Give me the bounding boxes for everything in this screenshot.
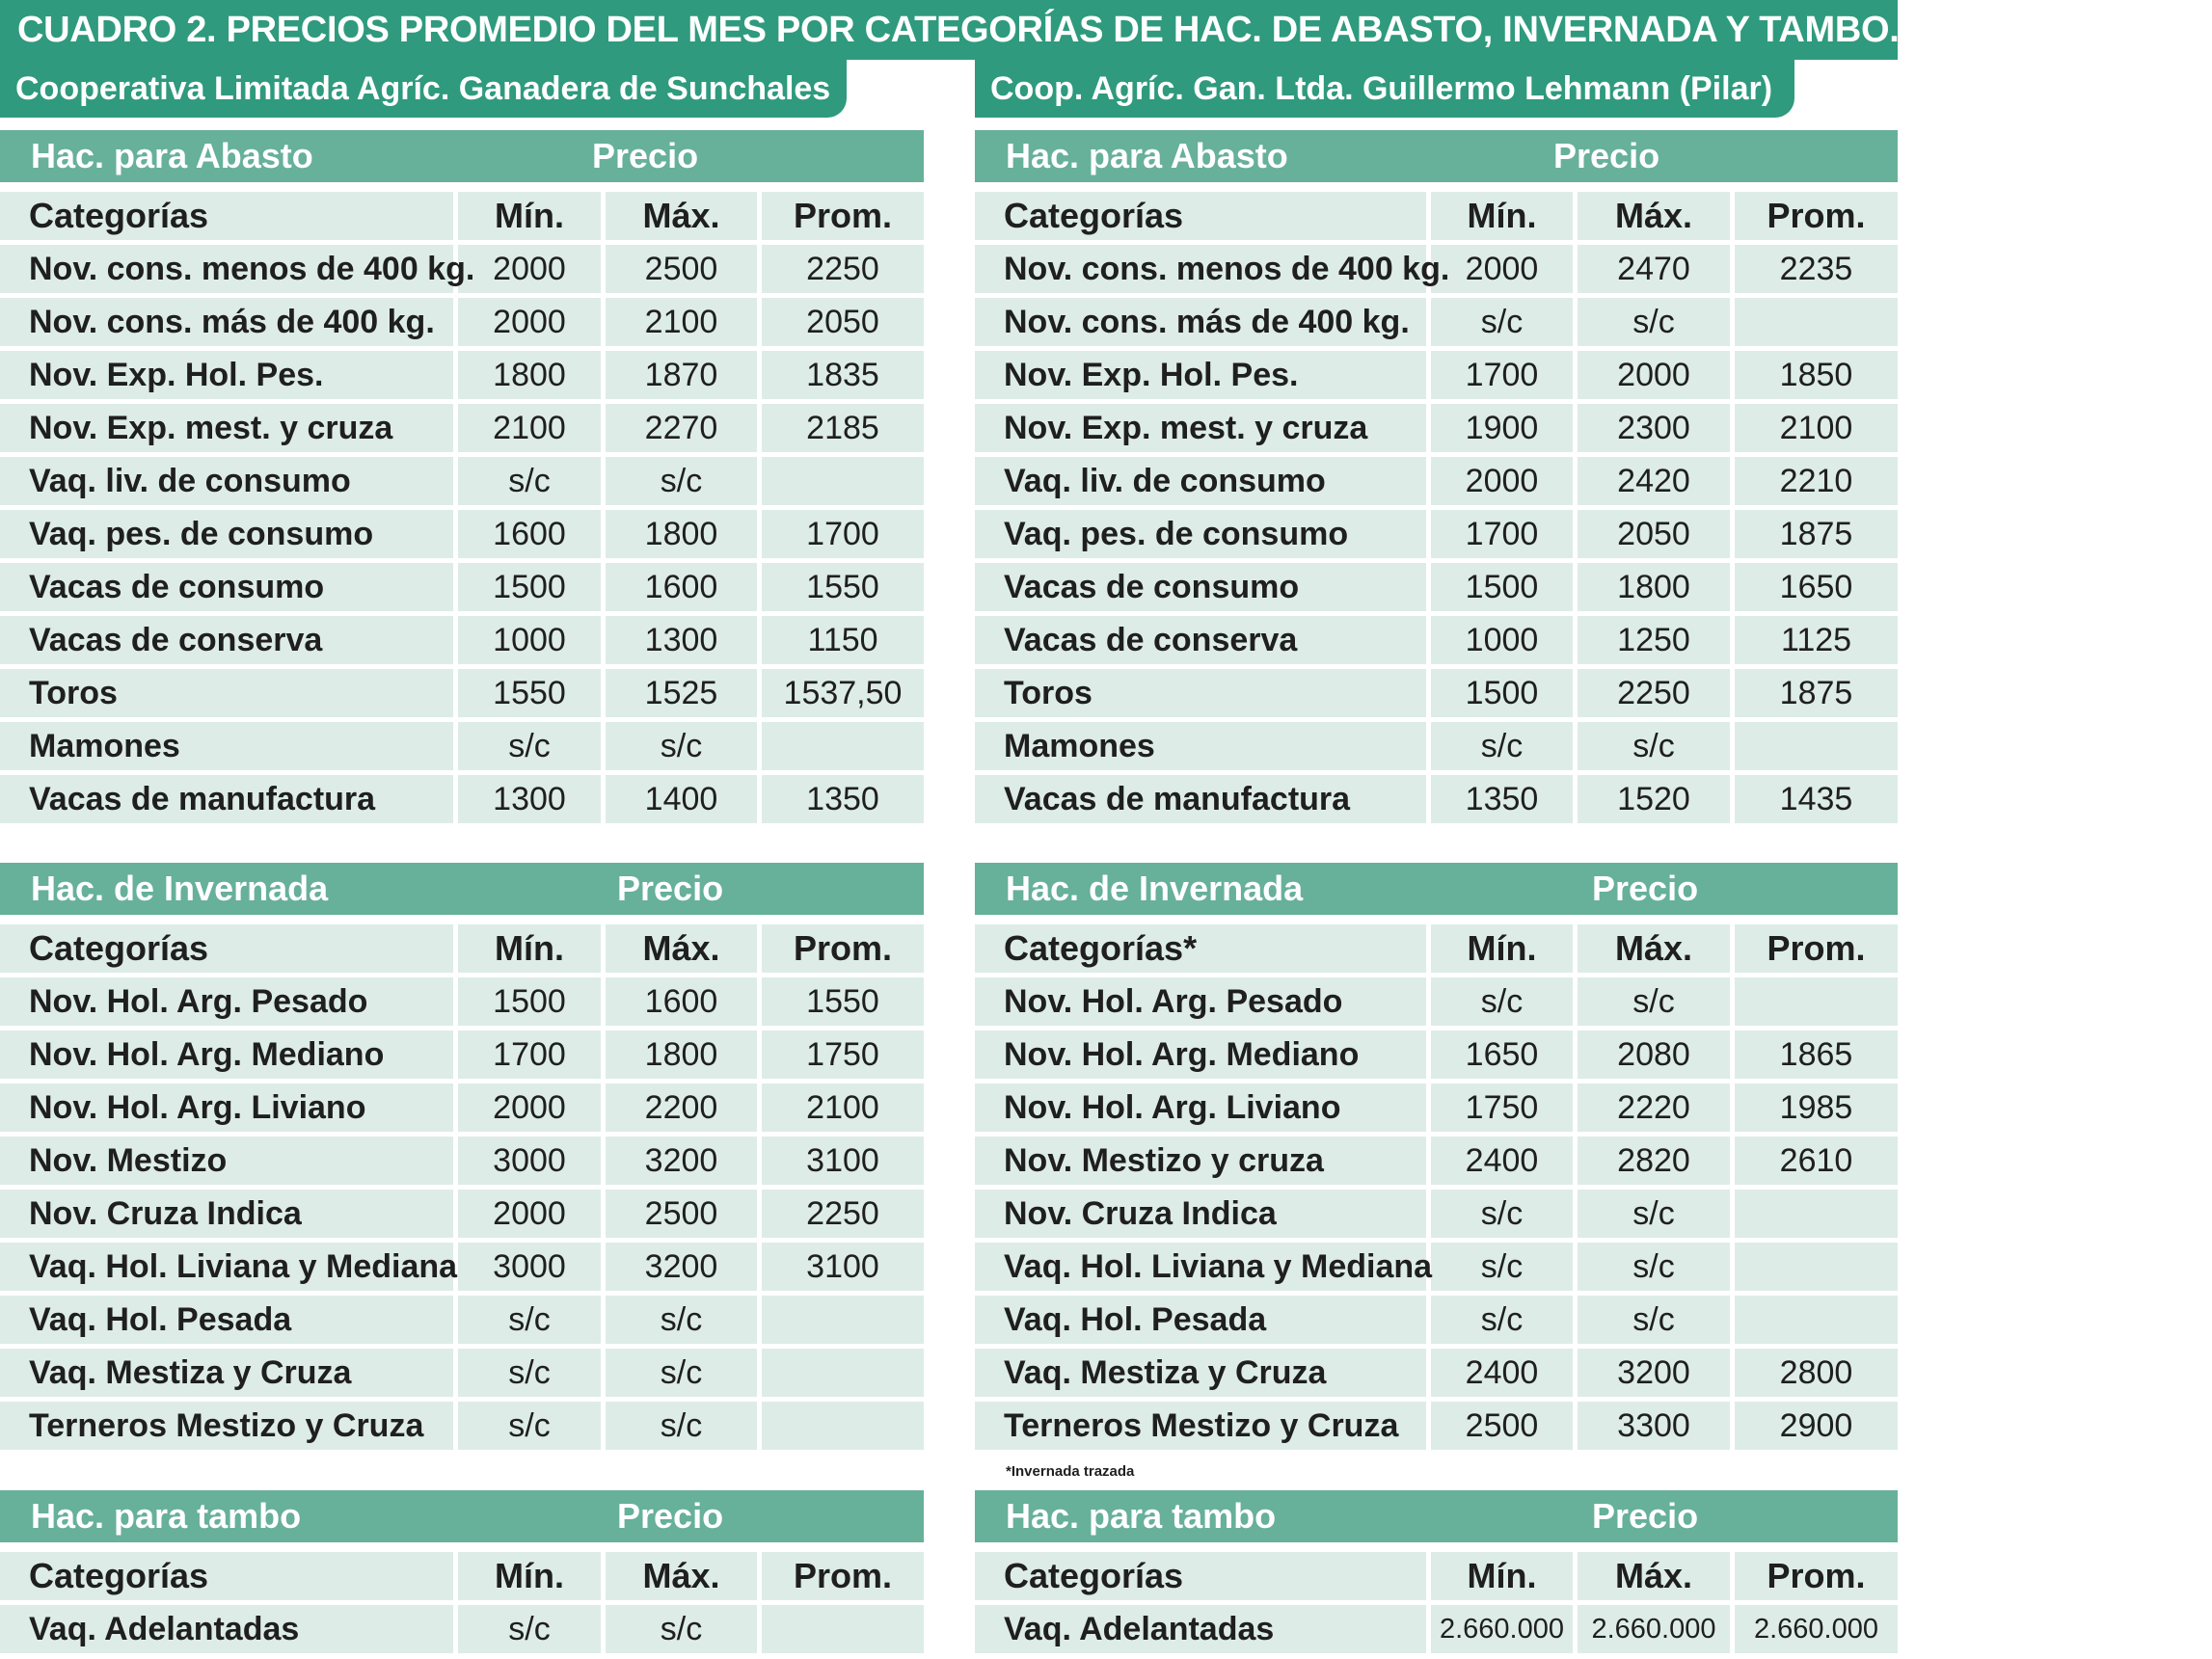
- col-header-categorias: Categorías: [0, 192, 453, 240]
- col-header-prom: Prom.: [1730, 192, 1898, 240]
- column-header-row: [975, 924, 1898, 973]
- precio-label: Precio: [1553, 136, 1660, 175]
- column-header-row: [0, 1552, 924, 1600]
- prom-cell: 2250: [757, 1190, 924, 1238]
- max-cell: 3300: [1573, 1402, 1730, 1450]
- table-row: [975, 722, 1898, 770]
- min-cell: 2.660.000: [1426, 1605, 1573, 1653]
- prom-cell: 2.660.000: [1730, 1605, 1898, 1653]
- table-row: [0, 298, 924, 346]
- max-cell: 2220: [1573, 1084, 1730, 1132]
- min-cell: 1500: [1426, 563, 1573, 611]
- category-cell: Toros: [975, 669, 1426, 717]
- prom-cell: [1730, 1296, 1898, 1344]
- category-cell: Nov. Cruza Indica: [0, 1190, 453, 1238]
- max-cell: 3200: [601, 1137, 757, 1185]
- precio-label: Precio: [617, 1496, 724, 1536]
- section-title: Hac. de Invernada: [1006, 869, 1304, 908]
- category-cell: Vaq. Adelantadas: [975, 1605, 1426, 1653]
- table-row: [975, 351, 1898, 399]
- max-cell: 1600: [601, 977, 757, 1026]
- prom-cell: 1850: [1730, 351, 1898, 399]
- max-cell: s/c: [601, 457, 757, 505]
- column-header-row: [975, 192, 1898, 240]
- section-title: Hac. para Abasto: [31, 136, 313, 175]
- col-header-categorias: Categorías: [0, 1552, 453, 1600]
- invernada-table: [975, 920, 1898, 1455]
- min-cell: 1350: [1426, 775, 1573, 823]
- section-title: Hac. de Invernada: [31, 869, 329, 908]
- max-cell: 1800: [601, 510, 757, 558]
- prom-cell: [757, 1349, 924, 1397]
- max-cell: 1800: [1573, 563, 1730, 611]
- column-header-row: [0, 192, 924, 240]
- prom-cell: 1550: [757, 977, 924, 1026]
- table-row: [975, 457, 1898, 505]
- section-title: Hac. para tambo: [31, 1496, 302, 1536]
- table-row: [0, 616, 924, 664]
- category-cell: Mamones: [0, 722, 453, 770]
- category-cell: Vaq. Hol. Liviana y Mediana: [975, 1243, 1426, 1291]
- max-cell: 2470: [1573, 245, 1730, 293]
- category-cell: Vaq. pes. de consumo: [0, 510, 453, 558]
- table-row: [975, 1402, 1898, 1450]
- col-header-min: Mín.: [1426, 1552, 1573, 1600]
- abasto-section-header: [975, 130, 1898, 182]
- min-cell: 2000: [453, 1190, 601, 1238]
- prom-cell: [1730, 1190, 1898, 1238]
- precio-label: Precio: [617, 869, 724, 908]
- min-cell: 2000: [453, 298, 601, 346]
- category-cell: Nov. Hol. Arg. Mediano: [975, 1030, 1426, 1079]
- max-cell: 1400: [601, 775, 757, 823]
- min-cell: 2000: [1426, 457, 1573, 505]
- abasto-table: [975, 187, 1898, 828]
- category-cell: Nov. Exp. mest. y cruza: [975, 404, 1426, 452]
- category-cell: Nov. Exp. Hol. Pes.: [975, 351, 1426, 399]
- min-cell: 1750: [1426, 1084, 1573, 1132]
- col-header-min: Mín.: [453, 192, 601, 240]
- table-row: [975, 510, 1898, 558]
- prom-cell: 1125: [1730, 616, 1898, 664]
- table-row: [0, 1137, 924, 1185]
- col-header-min: Mín.: [1426, 924, 1573, 973]
- tambo-table: [975, 1547, 1898, 1658]
- min-cell: s/c: [1426, 722, 1573, 770]
- min-cell: 3000: [453, 1243, 601, 1291]
- table-row: [975, 775, 1898, 823]
- invernada-section-header: [0, 863, 924, 915]
- max-cell: 1800: [601, 1030, 757, 1079]
- category-cell: Vaq. Mestiza y Cruza: [0, 1349, 453, 1397]
- category-cell: Nov. Mestizo: [0, 1137, 453, 1185]
- min-cell: 1000: [1426, 616, 1573, 664]
- prom-cell: [757, 1402, 924, 1450]
- col-header-min: Mín.: [1426, 192, 1573, 240]
- category-cell: Nov. cons. menos de 400 kg.: [975, 245, 1426, 293]
- table-row: [0, 245, 924, 293]
- table-row: [0, 669, 924, 717]
- prom-cell: 1875: [1730, 510, 1898, 558]
- table-row: [0, 510, 924, 558]
- min-cell: s/c: [1426, 1243, 1573, 1291]
- col-header-prom: Prom.: [1730, 924, 1898, 973]
- tambo-section-header: [0, 1490, 924, 1542]
- col-header-prom: Prom.: [757, 192, 924, 240]
- min-cell: s/c: [453, 1402, 601, 1450]
- prom-cell: 2210: [1730, 457, 1898, 505]
- table-row: [0, 351, 924, 399]
- table-row: [975, 298, 1898, 346]
- table-row: [975, 1190, 1898, 1238]
- table-row: [0, 722, 924, 770]
- min-cell: 1700: [1426, 510, 1573, 558]
- col-header-prom: Prom.: [757, 924, 924, 973]
- column-header-row: [0, 924, 924, 973]
- prom-cell: 2610: [1730, 1137, 1898, 1185]
- category-cell: Nov. Hol. Arg. Pesado: [0, 977, 453, 1026]
- min-cell: 1600: [453, 510, 601, 558]
- max-cell: 2300: [1573, 404, 1730, 452]
- max-cell: s/c: [601, 1349, 757, 1397]
- category-cell: Terneros Mestizo y Cruza: [0, 1402, 453, 1450]
- category-cell: Vaq. Hol. Liviana y Mediana: [0, 1243, 453, 1291]
- category-cell: Vacas de manufactura: [975, 775, 1426, 823]
- max-cell: 2500: [601, 1190, 757, 1238]
- table-row: [975, 1137, 1898, 1185]
- min-cell: 1550: [453, 669, 601, 717]
- max-cell: 2000: [1573, 351, 1730, 399]
- category-cell: Nov. cons. más de 400 kg.: [0, 298, 453, 346]
- table-row: [0, 563, 924, 611]
- table-row: [975, 563, 1898, 611]
- max-cell: 1300: [601, 616, 757, 664]
- table-row: [975, 616, 1898, 664]
- col-header-max: Máx.: [601, 924, 757, 973]
- prom-cell: 1150: [757, 616, 924, 664]
- min-cell: 2000: [453, 1084, 601, 1132]
- col-header-max: Máx.: [1573, 924, 1730, 973]
- prom-cell: 1875: [1730, 669, 1898, 717]
- table-row: [975, 404, 1898, 452]
- category-cell: Vaq. Adelantadas: [0, 1605, 453, 1653]
- min-cell: 1900: [1426, 404, 1573, 452]
- category-cell: Nov. Exp. Hol. Pes.: [0, 351, 453, 399]
- prom-cell: [1730, 722, 1898, 770]
- prom-cell: 1865: [1730, 1030, 1898, 1079]
- table-row: [975, 977, 1898, 1026]
- max-cell: 2080: [1573, 1030, 1730, 1079]
- col-header-prom: Prom.: [757, 1552, 924, 1600]
- max-cell: s/c: [1573, 1296, 1730, 1344]
- prom-cell: [757, 722, 924, 770]
- tambo-section-header: [975, 1490, 1898, 1542]
- max-cell: 3200: [1573, 1349, 1730, 1397]
- category-cell: Vaq. liv. de consumo: [0, 457, 453, 505]
- precio-label: Precio: [1592, 1496, 1699, 1536]
- prom-cell: 2100: [1730, 404, 1898, 452]
- table-row: [0, 775, 924, 823]
- abasto-table: [0, 187, 924, 828]
- max-cell: 1870: [601, 351, 757, 399]
- table-row: [0, 1402, 924, 1450]
- min-cell: s/c: [453, 722, 601, 770]
- min-cell: s/c: [453, 1349, 601, 1397]
- prom-cell: 1550: [757, 563, 924, 611]
- category-cell: Nov. Hol. Arg. Pesado: [975, 977, 1426, 1026]
- category-cell: Vaq. Mestiza y Cruza: [975, 1349, 1426, 1397]
- table-row: [0, 1349, 924, 1397]
- category-cell: Terneros Mestizo y Cruza: [975, 1402, 1426, 1450]
- max-cell: s/c: [1573, 1243, 1730, 1291]
- category-cell: Nov. Hol. Arg. Liviano: [975, 1084, 1426, 1132]
- max-cell: 2820: [1573, 1137, 1730, 1185]
- category-cell: Nov. Hol. Arg. Liviano: [0, 1084, 453, 1132]
- prom-cell: 2900: [1730, 1402, 1898, 1450]
- min-cell: 1700: [453, 1030, 601, 1079]
- table-row: [0, 1605, 924, 1653]
- invernada-table: [0, 920, 924, 1455]
- precio-label: Precio: [1592, 869, 1699, 908]
- min-cell: s/c: [453, 1296, 601, 1344]
- min-cell: 2100: [453, 404, 601, 452]
- category-cell: Vacas de consumo: [975, 563, 1426, 611]
- max-cell: 2100: [601, 298, 757, 346]
- max-cell: s/c: [601, 722, 757, 770]
- min-cell: s/c: [453, 457, 601, 505]
- max-cell: s/c: [601, 1296, 757, 1344]
- max-cell: 1600: [601, 563, 757, 611]
- prom-cell: 1435: [1730, 775, 1898, 823]
- section-title: Hac. para tambo: [1006, 1496, 1277, 1536]
- min-cell: 2000: [453, 245, 601, 293]
- max-cell: s/c: [601, 1402, 757, 1450]
- precio-label: Precio: [592, 136, 699, 175]
- coop-name-left: Cooperativa Limitada Agríc. Ganadera de Sunchales: [0, 60, 847, 118]
- category-cell: Nov. Cruza Indica: [975, 1190, 1426, 1238]
- page-title: CUADRO 2. PRECIOS PROMEDIO DEL MES POR CATEGORÍAS DE HAC. DE ABASTO, INVERNADA Y TAMBO. DICIEMBRE 2024.: [0, 0, 1898, 60]
- table-row: [975, 1349, 1898, 1397]
- category-cell: Vaq. Hol. Pesada: [0, 1296, 453, 1344]
- table-row: [975, 1243, 1898, 1291]
- category-cell: Vaq. pes. de consumo: [975, 510, 1426, 558]
- min-cell: 2000: [1426, 245, 1573, 293]
- footnote: *Invernada trazada: [1006, 1463, 1135, 1480]
- prom-cell: 2050: [757, 298, 924, 346]
- min-cell: 1500: [453, 977, 601, 1026]
- table-row: [975, 1296, 1898, 1344]
- col-header-categorias: Categorías: [975, 1552, 1426, 1600]
- min-cell: 1700: [1426, 351, 1573, 399]
- min-cell: 3000: [453, 1137, 601, 1185]
- prom-cell: 3100: [757, 1243, 924, 1291]
- max-cell: 2200: [601, 1084, 757, 1132]
- col-header-max: Máx.: [1573, 192, 1730, 240]
- max-cell: 2.660.000: [1573, 1605, 1730, 1653]
- col-header-categorias: Categorías*: [975, 924, 1426, 973]
- min-cell: s/c: [1426, 1296, 1573, 1344]
- category-cell: Nov. cons. menos de 400 kg.: [0, 245, 453, 293]
- prom-cell: 1700: [757, 510, 924, 558]
- col-header-min: Mín.: [453, 924, 601, 973]
- prom-cell: [757, 1605, 924, 1653]
- category-cell: Vaq. Hol. Pesada: [975, 1296, 1426, 1344]
- min-cell: 2500: [1426, 1402, 1573, 1450]
- category-cell: Mamones: [975, 722, 1426, 770]
- max-cell: s/c: [601, 1605, 757, 1653]
- table-row: [0, 457, 924, 505]
- max-cell: s/c: [1573, 298, 1730, 346]
- prom-cell: 1835: [757, 351, 924, 399]
- prom-cell: [757, 1296, 924, 1344]
- prom-cell: [1730, 977, 1898, 1026]
- category-cell: Vacas de conserva: [0, 616, 453, 664]
- table-row: [975, 245, 1898, 293]
- section-title: Hac. para Abasto: [1006, 136, 1288, 175]
- col-header-categorias: Categorías: [0, 924, 453, 973]
- category-cell: Vacas de manufactura: [0, 775, 453, 823]
- abasto-section-header: [0, 130, 924, 182]
- min-cell: 1800: [453, 351, 601, 399]
- prom-cell: [1730, 1243, 1898, 1291]
- max-cell: 3200: [601, 1243, 757, 1291]
- max-cell: 2270: [601, 404, 757, 452]
- max-cell: 1250: [1573, 616, 1730, 664]
- table-row: [0, 1030, 924, 1079]
- category-cell: Toros: [0, 669, 453, 717]
- prom-cell: 3100: [757, 1137, 924, 1185]
- min-cell: s/c: [1426, 977, 1573, 1026]
- table-row: [975, 669, 1898, 717]
- min-cell: s/c: [1426, 1190, 1573, 1238]
- max-cell: 2050: [1573, 510, 1730, 558]
- prom-cell: 2800: [1730, 1349, 1898, 1397]
- invernada-section-header: [975, 863, 1898, 915]
- prom-cell: 1650: [1730, 563, 1898, 611]
- prom-cell: 1985: [1730, 1084, 1898, 1132]
- table-row: [975, 1030, 1898, 1079]
- min-cell: s/c: [1426, 298, 1573, 346]
- max-cell: 1520: [1573, 775, 1730, 823]
- table-row: [0, 404, 924, 452]
- max-cell: 1525: [601, 669, 757, 717]
- table-row: [0, 1084, 924, 1132]
- table-row: [975, 1605, 1898, 1653]
- category-cell: Nov. Mestizo y cruza: [975, 1137, 1426, 1185]
- column-header-row: [975, 1552, 1898, 1600]
- prom-cell: 2185: [757, 404, 924, 452]
- category-cell: Vaq. liv. de consumo: [975, 457, 1426, 505]
- prom-cell: 1350: [757, 775, 924, 823]
- table-row: [0, 1296, 924, 1344]
- min-cell: 1500: [453, 563, 601, 611]
- min-cell: 1650: [1426, 1030, 1573, 1079]
- min-cell: 1300: [453, 775, 601, 823]
- max-cell: s/c: [1573, 977, 1730, 1026]
- max-cell: 2420: [1573, 457, 1730, 505]
- category-cell: Vacas de conserva: [975, 616, 1426, 664]
- min-cell: s/c: [453, 1605, 601, 1653]
- max-cell: 2500: [601, 245, 757, 293]
- prom-cell: [1730, 298, 1898, 346]
- prom-cell: 2235: [1730, 245, 1898, 293]
- min-cell: 1000: [453, 616, 601, 664]
- tambo-table: [0, 1547, 924, 1658]
- min-cell: 2400: [1426, 1137, 1573, 1185]
- col-header-max: Máx.: [1573, 1552, 1730, 1600]
- prom-cell: 1537,50: [757, 669, 924, 717]
- table-row: [0, 977, 924, 1026]
- prom-cell: 2100: [757, 1084, 924, 1132]
- max-cell: s/c: [1573, 722, 1730, 770]
- category-cell: Vacas de consumo: [0, 563, 453, 611]
- table-row: [0, 1243, 924, 1291]
- col-header-max: Máx.: [601, 192, 757, 240]
- category-cell: Nov. Exp. mest. y cruza: [0, 404, 453, 452]
- max-cell: 2250: [1573, 669, 1730, 717]
- min-cell: 2400: [1426, 1349, 1573, 1397]
- col-header-max: Máx.: [601, 1552, 757, 1600]
- coop-name-right: Coop. Agríc. Gan. Ltda. Guillermo Lehmann (Pilar): [975, 60, 1794, 118]
- prom-cell: 1750: [757, 1030, 924, 1079]
- min-cell: 1500: [1426, 669, 1573, 717]
- table-row: [975, 1084, 1898, 1132]
- col-header-min: Mín.: [453, 1552, 601, 1600]
- max-cell: s/c: [1573, 1190, 1730, 1238]
- category-cell: Nov. cons. más de 400 kg.: [975, 298, 1426, 346]
- prom-cell: 2250: [757, 245, 924, 293]
- category-cell: Nov. Hol. Arg. Mediano: [0, 1030, 453, 1079]
- col-header-categorias: Categorías: [975, 192, 1426, 240]
- prom-cell: [757, 457, 924, 505]
- col-header-prom: Prom.: [1730, 1552, 1898, 1600]
- table-row: [0, 1190, 924, 1238]
